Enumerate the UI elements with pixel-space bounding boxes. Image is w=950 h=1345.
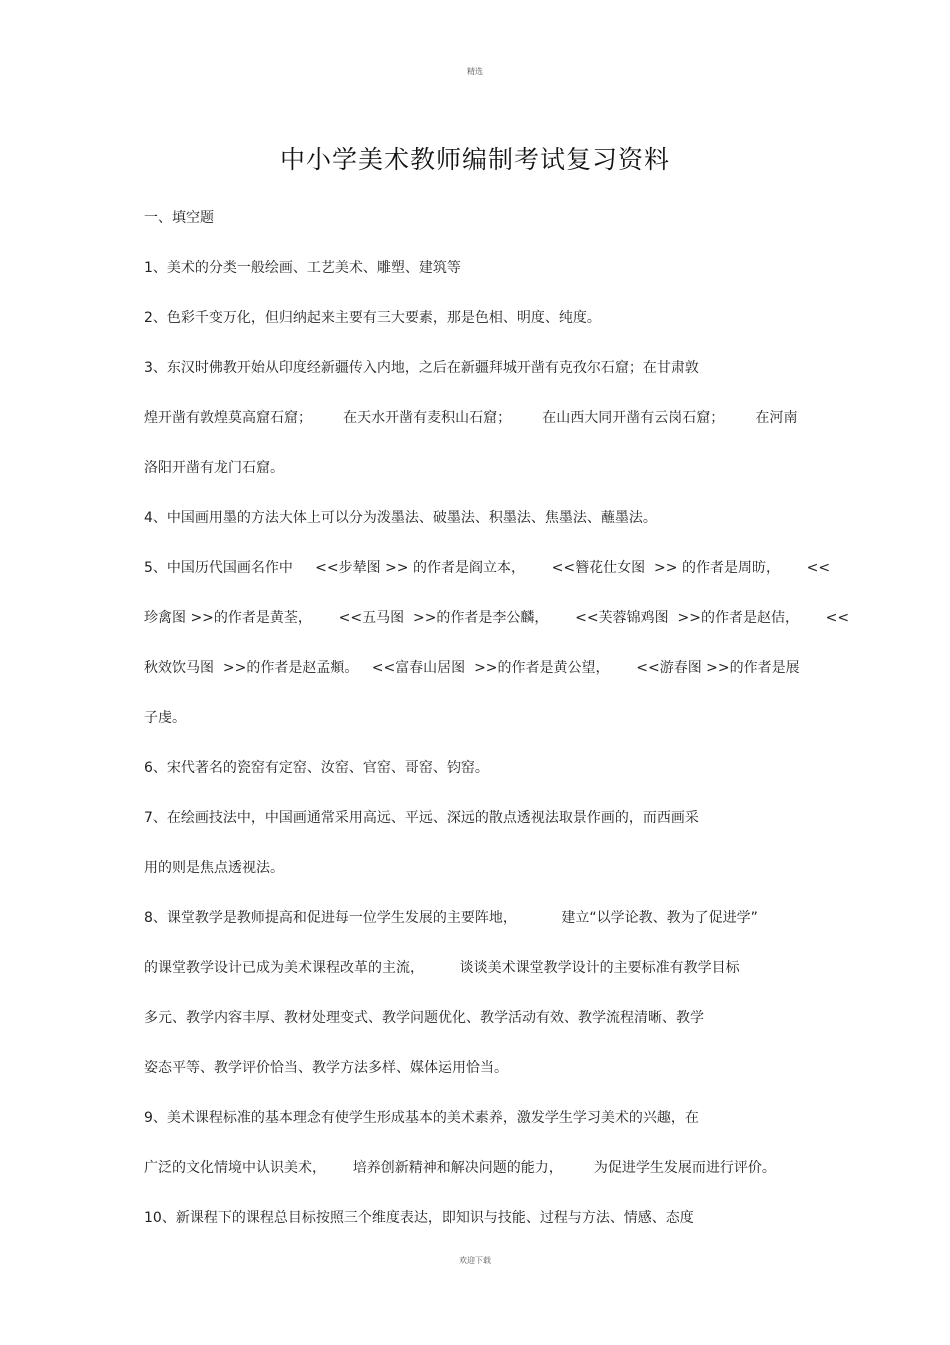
text-line: 的课堂教学设计已成为美术课程改革的主流， 谈谈美术课堂教学设计的主要标准有教学目标 (144, 960, 740, 976)
footer-note: 欢迎下载 (459, 1256, 491, 1265)
text-line: 秋效饮马图 >>的作者是赵孟頫。 <<富春山居图 >>的作者是黄公望， <<游春图 >>的作者是展 (144, 660, 800, 676)
text-line: 7、在绘画技法中，中国画通常采用高远、平远、深远的散点透视法取景作画的，而西画采 (144, 810, 699, 826)
text-line: 广泛的文化情境中认识美术， 培养创新精神和解决问题的能力， 为促进学生发展而进行评价。 (144, 1160, 776, 1176)
text-line: 2、色彩千变万化，但归纳起来主要有三大要素，那是色相、明度、纯度。 (144, 310, 601, 326)
text-line: 3、东汉时佛教开始从印度经新疆传入内地，之后在新疆拜城开凿有克孜尔石窟；在甘肃敦 (144, 360, 699, 376)
text-line: 8、课堂教学是教师提高和促进每一位学生发展的主要阵地， 建立“以学论教、教为了促进学” (144, 910, 758, 926)
text-line: 5、中国历代国画名作中 <<步辇图 >> 的作者是阎立本， <<簪花仕女图 >> 的作者是周昉， << (144, 560, 831, 576)
text-line: 子虔。 (144, 710, 186, 726)
text-line: 洛阳开凿有龙门石窟。 (144, 460, 284, 476)
document-title: 中小学美术教师编制考试复习资料 (279, 145, 670, 174)
text-line: 珍禽图 >>的作者是黄荃， <<五马图 >>的作者是李公麟， <<芙蓉锦鸡图 >>的作者是赵佶， << (144, 610, 850, 626)
text-line: 9、美术课程标准的基本理念有使学生形成基本的美术素养，激发学生学习美术的兴趣，在 (144, 1110, 699, 1126)
text-line: 姿态平等、教学评价恰当、教学方法多样、媒体运用恰当。 (144, 1060, 508, 1076)
header-note: 精选 (467, 67, 483, 76)
text-line: 6、宋代著名的瓷窑有定窑、汝窑、官窑、哥窑、钧窑。 (144, 760, 489, 776)
text-line: 4、中国画用墨的方法大体上可以分为泼墨法、破墨法、积墨法、焦墨法、蘸墨法。 (144, 510, 657, 526)
text-line: 煌开凿有敦煌莫高窟石窟； 在天水开凿有麦积山石窟； 在山西大同开凿有云岗石窟； 在河南 (144, 410, 798, 426)
text-line: 用的则是焦点透视法。 (144, 860, 284, 876)
text-line: 多元、教学内容丰厚、教材处理变式、教学问题优化、教学活动有效、教学流程清晰、教学 (144, 1010, 704, 1026)
text-line: 1、美术的分类一般绘画、工艺美术、雕塑、建筑等 (144, 260, 461, 276)
section-heading: 一、填空题 (144, 210, 214, 226)
text-line: 10、新课程下的课程总目标按照三个维度表达，即知识与技能、过程与方法、情感、态度 (144, 1210, 694, 1226)
